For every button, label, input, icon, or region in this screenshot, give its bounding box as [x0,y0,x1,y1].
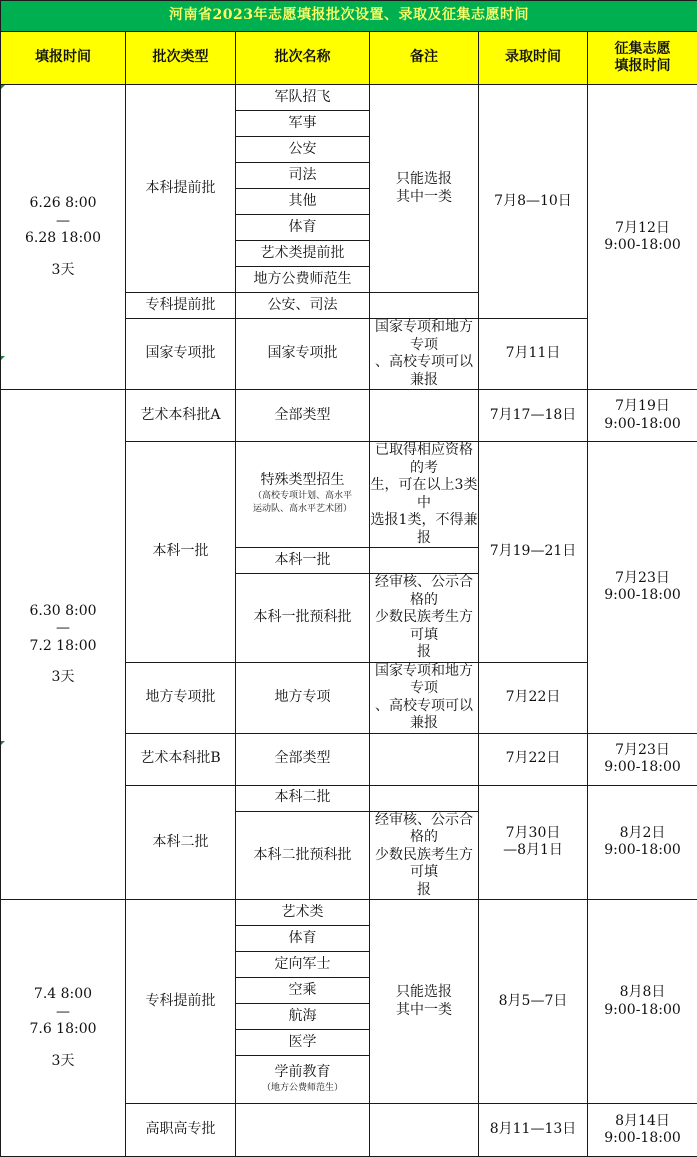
header-collect-time [588,32,697,85]
collect-date: 7月23日 [588,742,697,760]
collect-time [588,733,697,785]
preschool-sub: （地方公费师范生） [236,1082,369,1096]
admit-time: 7月11日 [479,319,588,390]
batch-name: 航海 [236,1004,370,1030]
batch-name: 医学 [236,1030,370,1056]
batch-name: 本科二批预科批 [236,811,370,900]
collect-hours: 9:00-18:00 [588,587,697,605]
remark-empty [370,1104,479,1157]
fill-days-3: 3天 [1,1053,125,1071]
admit-time: 7月19—21日 [479,442,588,663]
batch-name: 其他 [236,189,370,215]
batch-name: 体育 [236,215,370,241]
batch-name: 定向军士 [236,952,370,978]
collect-hours: 9:00-18:00 [588,237,697,255]
collect-hours: 9:00-18:00 [588,842,697,860]
admit-time [479,785,588,900]
table-title: 河南省2023年志愿填报批次设置、录取及征集志愿时间 [1,1,697,32]
cell-marker [1,741,5,745]
header-batch-name: 批次名称 [236,32,370,85]
batch-type-national-special: 国家专项批 [126,319,236,390]
remark-line: 只能选报 [370,171,478,189]
collect-hours: 9:00-18:00 [588,416,697,434]
collect-date: 8月8日 [588,984,697,1002]
remark-line: 选报1类，不得兼报 [370,512,478,547]
remark-line: 国家专项和地方专项 [370,663,478,698]
preschool-name: 学前教育 [236,1064,369,1082]
admit-line: —8月1日 [479,842,587,860]
batch-name: 公安 [236,137,370,163]
collect-date: 8月14日 [588,1113,697,1131]
admit-time: 8月11—13日 [479,1104,588,1157]
admit-time: 7月22日 [479,662,588,733]
collect-time [588,85,697,390]
remark-line: 、高校专项可以兼报 [370,698,478,733]
fill-days-1: 3天 [1,262,125,280]
remark-minority [370,574,479,663]
remark-empty [370,293,479,319]
fill-dash-2: — [1,620,125,638]
remark-choose-one [370,85,479,293]
batch-name-empty [236,1104,370,1157]
remark-special-combine [370,662,479,733]
remark-line: 生，可在以上3类中 [370,477,478,512]
remark-line: 少数民族考生方可填 [370,609,478,644]
admit-time: 8月5—7日 [479,900,588,1104]
collect-time [588,390,697,442]
fill-end-2: 7.2 18:00 [1,638,125,656]
batch-name: 体育 [236,926,370,952]
collect-date: 8月2日 [588,825,697,843]
fill-days-2: 3天 [1,669,125,687]
collect-time [588,900,697,1104]
collect-hours: 9:00-18:00 [588,1002,697,1020]
header-collect-line2: 填报时间 [588,58,697,76]
collect-time [588,442,697,734]
special-sub: （高校专项计划、高水平 [236,490,369,504]
remark-empty [370,548,479,574]
cell-marker [1,356,5,360]
batch-name: 本科一批预科批 [236,574,370,663]
remark-line: 报 [370,644,478,662]
remark-line: 少数民族考生方可填 [370,847,478,882]
remark-special-combine [370,319,479,390]
admit-line: 7月30日 [479,825,587,843]
remark-choose-one [370,900,479,1104]
header-fill-time: 填报时间 [1,32,126,85]
batch-type-vocational: 高职高专批 [126,1104,236,1157]
batch-name: 公安、司法 [236,293,370,319]
batch-name: 本科一批 [236,548,370,574]
admit-time: 7月22日 [479,733,588,785]
collect-hours: 9:00-18:00 [588,1130,697,1148]
remark-line: 已取得相应资格的考 [370,442,478,477]
batch-type-undergrad-first: 本科一批 [126,442,236,663]
remark-empty [370,733,479,785]
remark-line: 只能选报 [370,984,478,1002]
collect-date: 7月19日 [588,398,697,416]
remark-line: 经审核、公示合格的 [370,812,478,847]
batch-name-preschool [236,1056,370,1104]
remark-line: 经审核、公示合格的 [370,574,478,609]
fill-time-section-3 [1,900,126,1157]
fill-end-1: 6.28 18:00 [1,230,125,248]
special-sub: 运动队、高水平艺术团） [236,503,369,517]
collect-time [588,785,697,900]
remark-minority [370,811,479,900]
batch-type-art-b: 艺术本科批B [126,733,236,785]
remark-special-type [370,442,479,548]
batch-type-local-special: 地方专项批 [126,662,236,733]
fill-start-2: 6.30 8:00 [1,603,125,621]
batch-name: 军队招飞 [236,85,370,111]
batch-name-special [236,442,370,548]
fill-dash-3: — [1,1004,125,1022]
collect-date: 7月23日 [588,570,697,588]
batch-type-undergrad-second: 本科二批 [126,785,236,900]
fill-start-1: 6.26 8:00 [1,195,125,213]
batch-name: 艺术类提前批 [236,241,370,267]
batch-name: 地方公费师范生 [236,267,370,293]
remark-empty [370,390,479,442]
header-collect-line1: 征集志愿 [588,41,697,59]
collect-date: 7月12日 [588,220,697,238]
fill-dash-1: — [1,213,125,231]
fill-time-section-1 [1,85,126,390]
special-name: 特殊类型招生 [236,472,369,490]
batch-type-undergrad-early: 本科提前批 [126,85,236,293]
batch-type-art-a: 艺术本科批A [126,390,236,442]
batch-name: 军事 [236,111,370,137]
batch-name: 地方专项 [236,662,370,733]
cell-marker [1,85,5,89]
header-batch-type: 批次类型 [126,32,236,85]
remark-line: 报 [370,882,478,900]
remark-line: 其中一类 [370,1002,478,1020]
batch-name: 艺术类 [236,900,370,926]
batch-type-college-early: 专科提前批 [126,900,236,1104]
batch-type-college-early: 专科提前批 [126,293,236,319]
admit-time: 7月8—10日 [479,85,588,319]
collect-time [588,1104,697,1157]
batch-name: 全部类型 [236,390,370,442]
batch-name: 全部类型 [236,733,370,785]
remark-empty [370,785,479,811]
batch-name: 国家专项批 [236,319,370,390]
remark-line: 、高校专项可以兼报 [370,354,478,389]
remark-line: 国家专项和地方专项 [370,319,478,354]
remark-line: 其中一类 [370,189,478,207]
batch-name: 空乘 [236,978,370,1004]
header-remark: 备注 [370,32,479,85]
collect-hours: 9:00-18:00 [588,759,697,777]
admit-time: 7月17—18日 [479,390,588,442]
batch-name: 司法 [236,163,370,189]
batch-name: 本科二批 [236,785,370,811]
fill-time-section-2 [1,390,126,900]
fill-start-3: 7.4 8:00 [1,986,125,1004]
header-admit-time: 录取时间 [479,32,588,85]
fill-end-3: 7.6 18:00 [1,1021,125,1039]
